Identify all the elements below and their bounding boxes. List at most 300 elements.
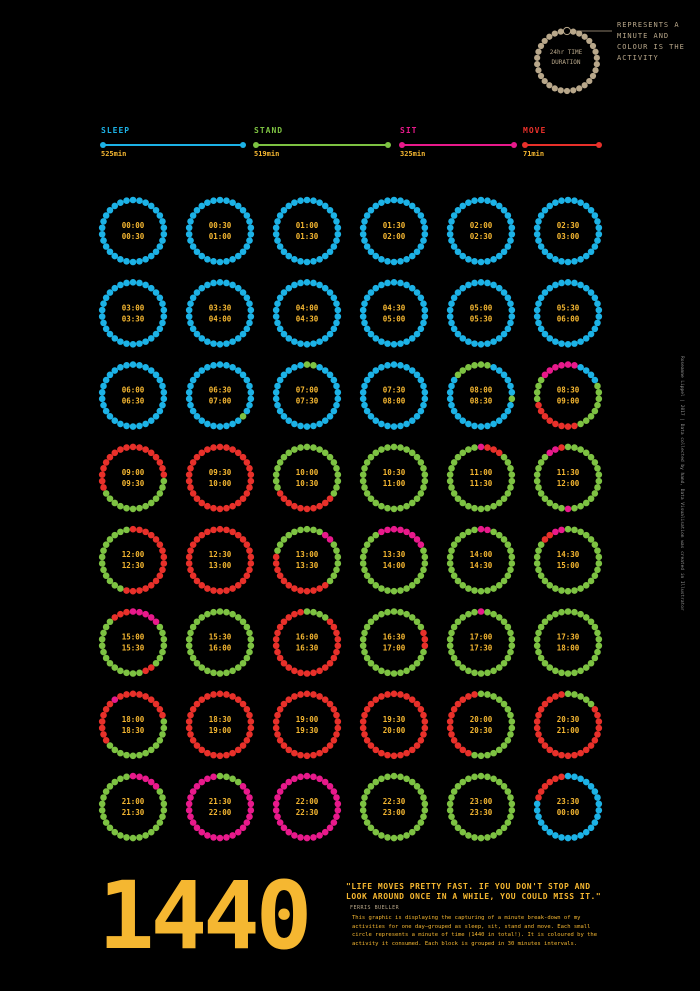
minute-dot-sleep — [577, 199, 584, 206]
minute-dot-move — [322, 500, 329, 507]
minute-dot-stand — [451, 572, 458, 579]
minute-dot-stand — [99, 801, 106, 808]
minute-dot-move — [364, 737, 371, 744]
minute-dot-sit — [331, 788, 338, 795]
minute-dot-stand — [391, 670, 398, 677]
minute-dot-sit — [248, 807, 255, 814]
minute-dot-sleep — [565, 773, 572, 780]
legend-label: MOVE — [523, 126, 547, 135]
minute-dot-stand — [316, 446, 323, 453]
minute-dot-sit — [378, 529, 385, 536]
minute-dot-sleep — [471, 423, 478, 430]
block-end-time: 16:00 — [208, 643, 232, 653]
minute-dot-sit — [130, 608, 137, 615]
minute-dot-sleep — [478, 423, 485, 430]
minute-dot-move — [565, 753, 572, 760]
minute-dot-stand — [391, 608, 398, 615]
minute-dot-stand — [384, 670, 391, 677]
minute-dot-move — [552, 750, 559, 757]
minute-dot-sleep — [364, 408, 371, 415]
minute-dot-stand — [420, 794, 427, 801]
minute-dot-sleep — [507, 218, 514, 225]
minute-dot-sit — [204, 775, 211, 782]
block-end-time: 11:00 — [382, 478, 406, 488]
minute-dot-sleep — [297, 362, 304, 369]
minute-dot-sleep — [592, 377, 599, 384]
minute-dot-stand — [117, 585, 124, 592]
minute-dot-sleep — [130, 259, 137, 266]
legend-dot — [522, 142, 528, 148]
minute-dot-move — [99, 725, 106, 732]
minute-dot-sleep — [465, 256, 472, 263]
block-end-time: 19:30 — [295, 725, 319, 735]
minute-dot-sleep — [594, 320, 601, 327]
minute-dot-sleep — [291, 338, 298, 345]
minute-dot-sleep — [159, 237, 166, 244]
minute-dot-stand — [422, 801, 429, 808]
minute-dot-move — [291, 585, 298, 592]
minute-dot-move — [297, 752, 304, 759]
minute-dot-sleep — [273, 224, 280, 231]
minute-dot-stand — [117, 529, 124, 536]
minute-dot-sleep — [448, 320, 455, 327]
minute-dot-move — [204, 585, 211, 592]
minute-dot-sleep — [422, 313, 429, 320]
minute-dot-sleep — [111, 203, 118, 210]
minute-dot-move — [552, 421, 559, 428]
minute-dot-sleep — [161, 307, 168, 314]
time-block — [99, 526, 167, 595]
minute-dot-sleep — [535, 813, 542, 820]
minute-dot-move — [142, 529, 149, 536]
block-start-time: 00:30 — [208, 221, 232, 230]
minute-dot-stand — [136, 834, 143, 841]
block-end-time: 15:00 — [556, 561, 580, 571]
time-block — [360, 361, 428, 430]
time-block — [273, 197, 341, 266]
minute-dot-move — [111, 450, 118, 457]
minute-dot-stand — [509, 478, 516, 485]
minute-dot-stand — [117, 775, 124, 782]
minute-dot-sleep — [565, 279, 572, 286]
minute-dot-move — [409, 747, 416, 754]
minute-dot-sit — [304, 773, 311, 780]
big-title: 1440 — [98, 862, 309, 971]
minute-dot-move — [361, 731, 368, 738]
block-end-time: 12:00 — [556, 478, 580, 488]
minute-dot-sleep — [403, 338, 410, 345]
time-block — [186, 279, 254, 348]
minute-dot-stand — [509, 471, 516, 478]
minute-dot-sleep — [246, 402, 253, 409]
minute-dot-stand — [592, 624, 599, 631]
minute-dot-stand — [229, 775, 236, 782]
minute-dot-sleep — [594, 237, 601, 244]
minute-dot-sleep — [223, 423, 230, 430]
minute-dot-sleep — [490, 199, 497, 206]
minute-dot-sleep — [484, 197, 491, 204]
minute-dot-stand — [297, 527, 304, 534]
minute-dot-sleep — [403, 256, 410, 263]
minute-dot-stand — [577, 585, 584, 592]
minute-dot-move — [316, 585, 323, 592]
minute-dot-stand — [538, 490, 545, 497]
minute-dot-stand — [360, 807, 367, 814]
minute-dot-sit — [204, 832, 211, 839]
minute-dot-sleep — [360, 396, 367, 403]
minute-dot-sleep — [103, 243, 110, 250]
minute-dot-move — [384, 691, 391, 698]
minute-dot-stand — [577, 421, 584, 428]
minute-dot-stand — [490, 775, 497, 782]
minute-dot-sleep — [384, 197, 391, 204]
minute-dot-sleep — [409, 253, 416, 260]
time-block — [534, 361, 602, 430]
minute-dot-sleep — [316, 364, 323, 371]
minute-dot-stand — [364, 572, 371, 579]
minute-dot-move — [391, 753, 398, 760]
minute-dot-move — [291, 668, 298, 675]
minute-dot-stand — [384, 587, 391, 594]
time-block — [99, 197, 167, 266]
minute-dot-sleep — [496, 253, 503, 260]
minute-dot-sleep — [304, 259, 311, 266]
minute-dot-move — [297, 609, 304, 616]
minute-dot-sleep — [596, 313, 603, 320]
minute-dot-stand — [217, 670, 224, 677]
minute-dot-stand — [397, 773, 404, 780]
minute-dot-stand — [596, 554, 603, 561]
block-start-time: 14:30 — [556, 550, 580, 560]
minute-dot-sleep — [478, 279, 485, 286]
minute-dot-sleep — [418, 295, 425, 302]
minute-dot-stand — [465, 611, 472, 618]
minute-dot-sleep — [448, 383, 455, 390]
minute-dot-sit — [333, 813, 340, 820]
minute-dot-move — [558, 444, 565, 451]
minute-dot-move — [123, 587, 130, 594]
legend-dot — [399, 142, 405, 148]
minute-dot-stand — [420, 813, 427, 820]
minute-dot-move — [577, 750, 584, 757]
minute-dot-stand — [397, 670, 404, 677]
minute-dot-sleep — [187, 300, 194, 307]
minute-dot-move — [465, 693, 472, 700]
minute-dot-stand — [577, 611, 584, 618]
minute-dot-stand — [361, 794, 368, 801]
minute-dot-sleep — [130, 361, 137, 368]
minute-dot-sit — [391, 526, 398, 533]
key-dot — [582, 82, 588, 88]
block-end-time: 23:00 — [382, 808, 406, 818]
minute-dot-sleep — [310, 340, 317, 347]
minute-dot-move — [273, 560, 280, 567]
minute-dot-sleep — [99, 313, 106, 320]
minute-dot-sleep — [159, 320, 166, 327]
minute-dot-sleep — [448, 402, 455, 409]
minute-dot-sleep — [142, 199, 149, 206]
minute-dot-stand — [596, 642, 603, 649]
block-end-time: 13:30 — [295, 561, 319, 571]
minute-dot-sleep — [142, 338, 149, 345]
minute-dot-stand — [448, 484, 455, 491]
minute-dot-stand — [507, 547, 514, 554]
minute-dot-move — [248, 560, 255, 567]
minute-dot-move — [198, 450, 205, 457]
minute-dot-move — [117, 611, 124, 618]
minute-dot-sleep — [297, 280, 304, 287]
minute-dot-move — [335, 642, 342, 649]
minute-dot-sleep — [210, 280, 217, 287]
minute-dot-stand — [210, 670, 217, 677]
key-dot — [535, 67, 541, 73]
minute-dot-sleep — [274, 300, 281, 307]
minute-dot-move — [246, 566, 253, 573]
minute-dot-sleep — [316, 256, 323, 263]
minute-dot-sleep — [384, 258, 391, 265]
minute-dot-stand — [534, 389, 541, 396]
minute-dot-sleep — [186, 389, 193, 396]
minute-dot-stand — [594, 383, 601, 390]
minute-dot-stand — [310, 527, 317, 534]
block-end-time: 08:30 — [469, 396, 493, 406]
key-dot — [592, 67, 598, 73]
minute-dot-stand — [507, 731, 514, 738]
minute-dot-sit — [111, 696, 118, 703]
minute-dot-stand — [361, 465, 368, 472]
minute-dot-sleep — [99, 231, 106, 238]
minute-dot-move — [310, 670, 317, 677]
minute-dot-sleep — [546, 203, 553, 210]
minute-dot-sleep — [484, 423, 491, 430]
key-dot — [594, 61, 600, 67]
minute-dot-sleep — [304, 279, 311, 286]
minute-dot-sleep — [451, 408, 458, 415]
minute-dot-sit — [297, 834, 304, 841]
minute-dot-sit — [546, 450, 553, 457]
minute-dot-move — [198, 696, 205, 703]
minute-dot-move — [316, 750, 323, 757]
minute-dot-sleep — [538, 326, 545, 333]
minute-dot-sleep — [244, 295, 251, 302]
minute-dot-sleep — [235, 417, 242, 424]
minute-dot-sleep — [316, 282, 323, 289]
minute-dot-sleep — [142, 256, 149, 263]
minute-dot-move — [136, 444, 143, 451]
minute-dot-sleep — [246, 383, 253, 390]
minute-dot-move — [447, 725, 454, 732]
minute-dot-sleep — [577, 282, 584, 289]
minute-dot-sleep — [100, 300, 107, 307]
minute-dot-stand — [459, 614, 466, 621]
minute-dot-stand — [378, 446, 385, 453]
minute-dot-sleep — [459, 285, 466, 292]
minute-dot-sleep — [186, 231, 193, 238]
minute-dot-move — [159, 547, 166, 554]
minute-dot-move — [422, 725, 429, 732]
minute-dot-sleep — [403, 282, 410, 289]
minute-dot-stand — [229, 668, 236, 675]
minute-dot-stand — [535, 465, 542, 472]
minute-dot-stand — [535, 484, 542, 491]
minute-dot-move — [235, 582, 242, 589]
minute-dot-stand — [448, 630, 455, 637]
minute-dot-sleep — [552, 199, 559, 206]
minute-dot-stand — [403, 775, 410, 782]
minute-dot-sleep — [490, 338, 497, 345]
minute-dot-move — [361, 712, 368, 719]
minute-dot-sleep — [361, 237, 368, 244]
minute-dot-stand — [422, 554, 429, 561]
block-start-time: 20:30 — [556, 714, 580, 724]
minute-dot-sleep — [447, 224, 454, 231]
minute-dot-sleep — [316, 199, 323, 206]
minute-dot-stand — [378, 775, 385, 782]
time-block — [186, 444, 254, 513]
minute-dot-move — [210, 587, 217, 594]
minute-dot-sleep — [448, 300, 455, 307]
minute-dot-sleep — [235, 253, 242, 260]
block-end-time: 03:00 — [556, 232, 580, 241]
minute-dot-sleep — [322, 417, 329, 424]
minute-dot-stand — [360, 471, 367, 478]
minute-dot-stand — [459, 450, 466, 457]
key-dot — [564, 88, 570, 94]
time-block — [99, 361, 167, 430]
minute-dot-sleep — [577, 364, 584, 371]
minute-dot-sit — [418, 541, 425, 548]
minute-dot-sleep — [534, 807, 541, 814]
minute-dot-move — [117, 693, 124, 700]
minute-dot-move — [304, 588, 311, 595]
minute-dot-stand — [117, 832, 124, 839]
key-dot — [552, 85, 558, 91]
minute-dot-stand — [397, 444, 404, 451]
minute-dot-sleep — [505, 377, 512, 384]
minute-dot-move — [391, 691, 398, 698]
minute-dot-sleep — [478, 197, 485, 204]
minute-dot-move — [378, 750, 385, 757]
minute-dot-stand — [378, 503, 385, 510]
minute-dot-move — [136, 691, 143, 698]
minute-dot-stand — [447, 471, 454, 478]
time-block — [360, 526, 428, 595]
minute-dot-stand — [123, 527, 130, 534]
minute-dot-move — [142, 585, 149, 592]
block-end-time: 01:00 — [208, 232, 232, 241]
minute-dot-stand — [274, 484, 281, 491]
time-block — [360, 773, 428, 842]
minute-dot-sleep — [478, 341, 485, 348]
legend-line — [256, 144, 388, 146]
minute-dot-sleep — [123, 340, 130, 347]
minute-dot-sleep — [210, 340, 217, 347]
block-end-time: 20:00 — [382, 725, 406, 735]
minute-dot-stand — [558, 505, 565, 512]
minute-dot-sleep — [229, 364, 236, 371]
minute-dot-sleep — [304, 341, 311, 348]
minute-dot-stand — [248, 636, 255, 643]
block-end-time: 09:00 — [556, 396, 580, 406]
minute-dot-move — [248, 471, 255, 478]
minute-dot-sit — [190, 819, 197, 826]
minute-dot-move — [204, 529, 211, 536]
minute-dot-sleep — [397, 362, 404, 369]
minute-dot-sleep — [409, 335, 416, 342]
minute-dot-stand — [364, 819, 371, 826]
time-block — [273, 444, 341, 513]
minute-dot-stand — [103, 490, 110, 497]
minute-dot-stand — [448, 547, 455, 554]
minute-dot-sit — [274, 794, 281, 801]
minute-dot-stand — [478, 361, 485, 368]
minute-dot-sleep — [335, 224, 342, 231]
minute-dot-stand — [465, 446, 472, 453]
minute-dot-stand — [130, 670, 137, 677]
minute-dot-move — [420, 731, 427, 738]
minute-dot-sit — [558, 527, 565, 534]
minute-dot-sleep — [490, 256, 497, 263]
time-block — [273, 526, 341, 595]
minute-dot-sit — [210, 834, 217, 841]
minute-dot-move — [372, 696, 379, 703]
minute-dot-sleep — [217, 361, 224, 368]
minute-dot-move — [471, 691, 478, 698]
minute-dot-stand — [360, 554, 367, 561]
minute-dot-move — [552, 693, 559, 700]
minute-dot-sleep — [148, 417, 155, 424]
minute-dot-stand — [507, 566, 514, 573]
minute-dot-sleep — [111, 367, 118, 374]
time-block — [99, 444, 167, 513]
minute-dot-sit — [248, 801, 255, 808]
minute-dot-sleep — [310, 280, 317, 287]
minute-dot-move — [273, 636, 280, 643]
minute-dot-stand — [538, 655, 545, 662]
minute-dot-move — [596, 718, 603, 725]
minute-dot-sleep — [223, 362, 230, 369]
minute-dot-stand — [535, 649, 542, 656]
minute-dot-sleep — [577, 338, 584, 345]
minute-dot-sleep — [571, 834, 578, 841]
block-end-time: 17:30 — [469, 643, 493, 653]
minute-dot-sleep — [187, 402, 194, 409]
time-block — [447, 608, 515, 677]
minute-dot-stand — [471, 587, 478, 594]
minute-dot-move — [538, 408, 545, 415]
time-block — [360, 197, 428, 266]
block-end-time: 05:00 — [382, 314, 406, 324]
minute-dot-stand — [507, 630, 514, 637]
minute-dot-stand — [130, 506, 137, 513]
minute-dot-sleep — [335, 396, 342, 403]
minute-dot-sit — [316, 832, 323, 839]
minute-dot-stand — [478, 691, 485, 698]
minute-dot-move — [558, 691, 565, 698]
block-end-time: 06:00 — [556, 314, 580, 324]
minute-dot-sleep — [117, 364, 124, 371]
minute-dot-stand — [535, 630, 542, 637]
minute-dot-stand — [310, 362, 317, 369]
minute-dot-move — [360, 725, 367, 732]
minute-dot-move — [217, 526, 224, 533]
block-start-time: 04:30 — [382, 303, 406, 313]
minute-dot-stand — [448, 649, 455, 656]
legend-value: 519min — [254, 150, 280, 158]
time-block — [447, 444, 515, 513]
block-start-time: 18:00 — [121, 714, 145, 724]
minute-dot-stand — [490, 832, 497, 839]
